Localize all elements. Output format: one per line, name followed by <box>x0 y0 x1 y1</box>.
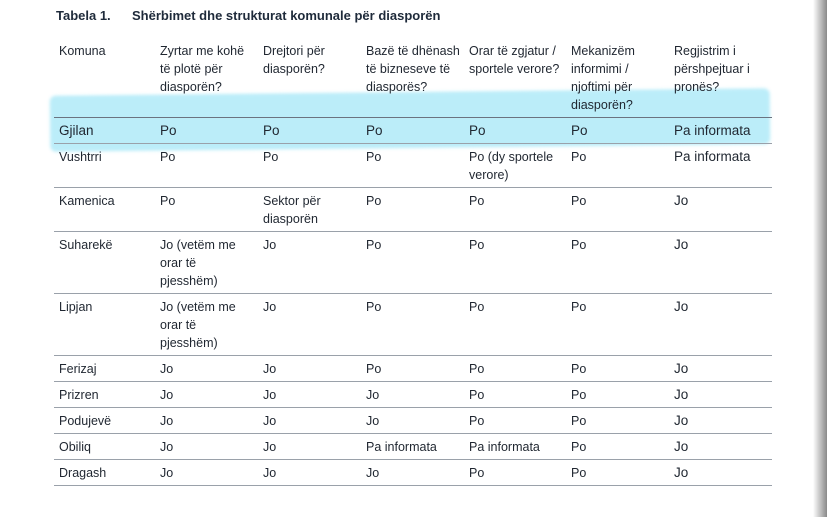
table-cell: Po <box>566 460 669 486</box>
table-cell: Po <box>566 232 669 294</box>
table-cell: Po <box>464 408 566 434</box>
table-row <box>54 460 772 486</box>
table-cell: Pa informata <box>464 434 566 460</box>
table-caption <box>56 8 440 23</box>
table-number: Tabela 1. <box>56 8 111 23</box>
diaspora-services-table <box>54 40 772 486</box>
table-cell: Pa informata <box>669 144 772 188</box>
table-cell: Jo <box>155 382 258 408</box>
table-row <box>54 294 772 356</box>
table-row <box>54 188 772 232</box>
table-cell: Po <box>566 118 669 144</box>
table-cell: Jo <box>669 356 772 382</box>
table-title: Shërbimet dhe strukturat komunale për diasporën <box>132 8 441 23</box>
column-header: Zyrtar me kohë të plotë për diasporën? <box>155 40 258 118</box>
table-cell: Obiliq <box>54 434 155 460</box>
table-cell: Po <box>566 188 669 232</box>
table-cell: Po <box>155 188 258 232</box>
table-cell: Pa informata <box>669 118 772 144</box>
table-cell: Po <box>566 356 669 382</box>
table-cell: Po <box>361 232 464 294</box>
table-cell: Jo <box>258 382 361 408</box>
table-cell: Lipjan <box>54 294 155 356</box>
table-cell: Po <box>258 144 361 188</box>
table-cell: Jo <box>361 382 464 408</box>
table-cell: Jo (vetëm me orar të pjesshëm) <box>155 294 258 356</box>
table-cell: Jo <box>258 232 361 294</box>
table-row <box>54 408 772 434</box>
table-cell: Po <box>361 188 464 232</box>
table-cell: Po (dy sportele verore) <box>464 144 566 188</box>
table-cell: Pa informata <box>361 434 464 460</box>
table-row <box>54 144 772 188</box>
table-cell: Po <box>464 118 566 144</box>
table-cell: Vushtrri <box>54 144 155 188</box>
table-cell: Po <box>361 144 464 188</box>
table-cell: Gjilan <box>54 118 155 144</box>
table-cell: Po <box>155 144 258 188</box>
table-cell: Jo <box>258 434 361 460</box>
column-header: Regjistrim i përshpejtuar i pronës? <box>669 40 772 118</box>
table-cell: Po <box>464 382 566 408</box>
table-cell: Jo <box>669 232 772 294</box>
table-cell: Jo <box>155 434 258 460</box>
table-row <box>54 232 772 294</box>
table-cell: Jo <box>258 294 361 356</box>
table-cell: Po <box>566 294 669 356</box>
table-cell: Jo <box>669 434 772 460</box>
table-cell: Jo <box>155 408 258 434</box>
table-cell: Jo <box>669 294 772 356</box>
table-cell: Dragash <box>54 460 155 486</box>
table-cell: Prizren <box>54 382 155 408</box>
table-cell: Po <box>361 118 464 144</box>
table-cell: Jo <box>361 408 464 434</box>
table-cell: Jo <box>258 460 361 486</box>
table-cell: Po <box>566 144 669 188</box>
table-cell: Po <box>464 460 566 486</box>
table-cell: Po <box>361 356 464 382</box>
table-cell: Po <box>566 382 669 408</box>
table-cell: Po <box>258 118 361 144</box>
column-header: Mekanizëm informimi / njoftimi për diasporën? <box>566 40 669 118</box>
table-row <box>54 382 772 408</box>
table-cell: Po <box>361 294 464 356</box>
table-cell: Jo <box>669 188 772 232</box>
table-cell: Jo <box>669 408 772 434</box>
column-header: Orar të zgjatur / sportele verore? <box>464 40 566 118</box>
column-header: Drejtori për diasporën? <box>258 40 361 118</box>
table-cell: Jo (vetëm me orar të pjesshëm) <box>155 232 258 294</box>
table-row <box>54 434 772 460</box>
table-cell: Sektor për diasporën <box>258 188 361 232</box>
table-cell: Po <box>464 294 566 356</box>
table-cell: Jo <box>258 408 361 434</box>
table-cell: Suharekë <box>54 232 155 294</box>
table-cell: Kamenica <box>54 188 155 232</box>
table-row <box>54 118 772 144</box>
column-header: Komuna <box>54 40 155 118</box>
table-cell: Po <box>155 118 258 144</box>
column-header: Bazë të dhënash të bizneseve të diasporës? <box>361 40 464 118</box>
table-cell: Jo <box>669 460 772 486</box>
table-cell: Po <box>464 188 566 232</box>
table-cell: Jo <box>155 460 258 486</box>
table-cell: Jo <box>361 460 464 486</box>
table-cell: Podujevë <box>54 408 155 434</box>
table-cell: Jo <box>669 382 772 408</box>
table-cell: Po <box>464 356 566 382</box>
table-cell: Po <box>464 232 566 294</box>
table-cell: Jo <box>155 356 258 382</box>
table-row <box>54 356 772 382</box>
table-cell: Po <box>566 408 669 434</box>
table-cell: Ferizaj <box>54 356 155 382</box>
page-edge-shadow <box>813 0 827 517</box>
header-row <box>54 40 772 118</box>
table-cell: Jo <box>258 356 361 382</box>
table-cell: Po <box>566 434 669 460</box>
